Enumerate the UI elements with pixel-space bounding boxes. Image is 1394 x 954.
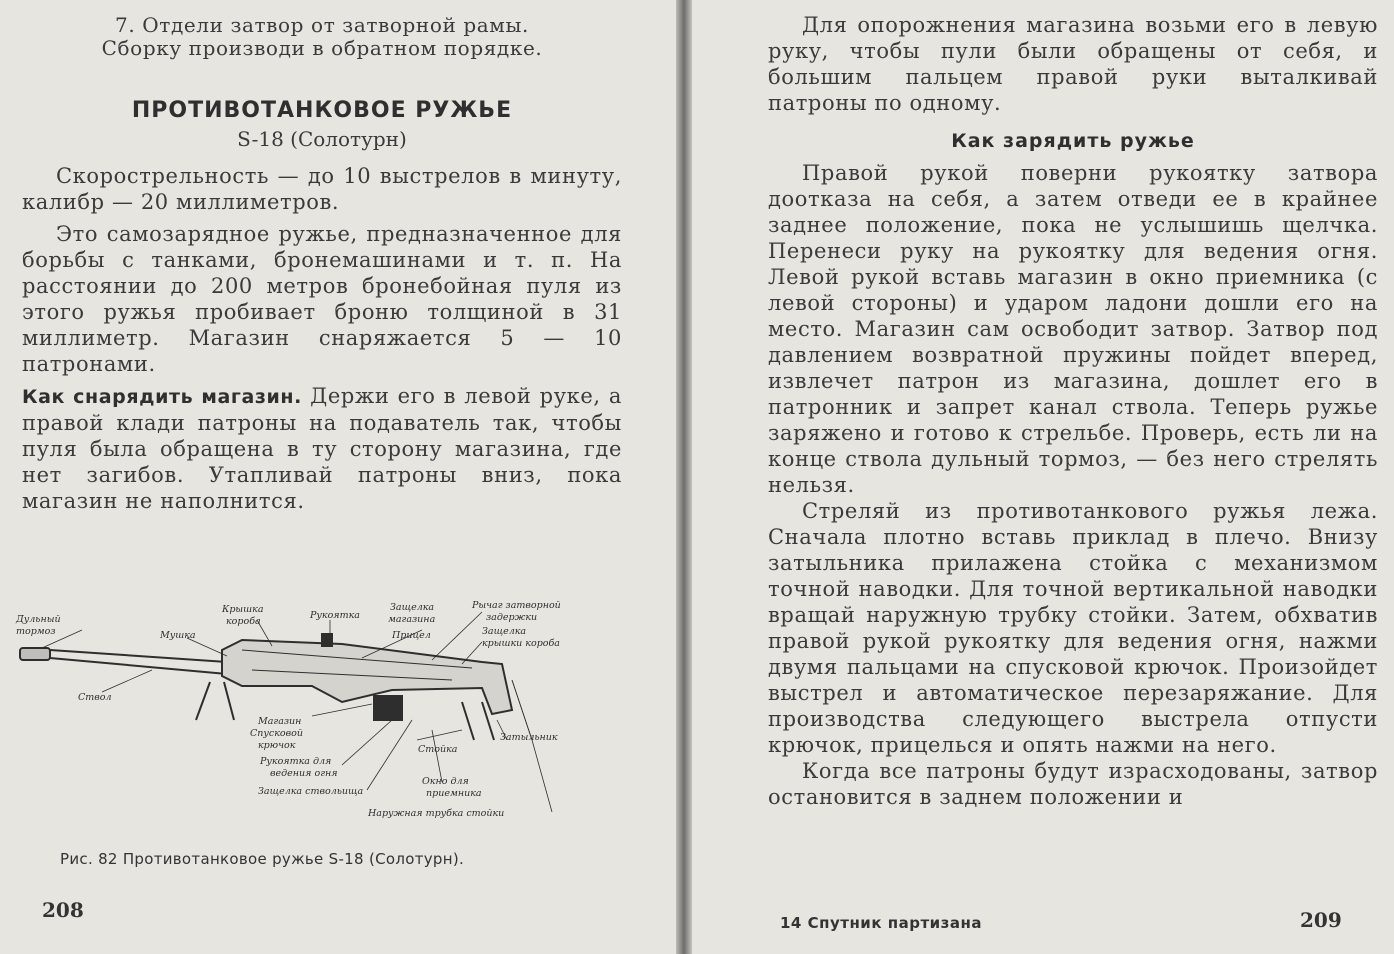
label-window: приемника <box>426 788 482 799</box>
label-muzzle-brake: Дульный <box>16 614 61 625</box>
handle-shape <box>322 634 332 646</box>
paragraph: Скорострельность — до 10 выстрелов в минуту, калибр — 20 миллиметров. <box>22 164 622 214</box>
paragraph: Когда все патроны будут израсходованы, затвор остановится в заднем положении и <box>768 759 1378 809</box>
label-window: Окно для <box>422 776 469 787</box>
label-cover-latch: крышки короба <box>482 638 560 649</box>
label-butt: Затыльник <box>500 732 558 743</box>
label-bolt-lever: задержки <box>486 612 538 623</box>
paragraph: Для опорожнения магазина возьми его в левую руку, чтобы пули были обращены от себя, и большим пальцем правой руки выталкивай патроны по одному. <box>768 13 1378 115</box>
label-trigger: крючок <box>258 740 296 751</box>
label-muzzle-brake: тормоз <box>16 626 56 637</box>
label-sight: Мушка <box>160 630 196 641</box>
label-cover: Крышка <box>222 604 264 615</box>
label-cover-latch: Защелка <box>482 626 527 637</box>
section-heading: ПРОТИВОТАНКОВОЕ РУЖЬЕ <box>131 98 513 123</box>
rifle-drawing <box>12 590 592 840</box>
book-gutter <box>676 0 692 954</box>
section-subheading: S-18 (Солотурн) <box>237 127 407 151</box>
paragraph: Правой рукой поверни рукоятку затвора доотказа на себя, а затем отведи ее в крайнее заднее положение, пока не услышишь щелчка. Перенеси руку на рукоятку для ведения огня. Левой рукой вставь магазин в окно приемника (с левой стороны) и ударом ладони дошли его на место. Магазин сам освободит затвор. Затвор под давлением возвратной пружины пойдет вперед, извлечет патрон из магазина, дошлет его в патронник и запрет канал ствола. Теперь ружье заряжено и готово к стрельбе. Проверь, есть ли на конце ствола дульный тормоз, — без него стрелять нельзя. <box>768 161 1378 497</box>
label-stock-latch: Защелка ствольища <box>258 786 364 797</box>
label-bolt-lever: Рычаг затворной <box>472 600 561 611</box>
magazine-shape <box>374 696 402 720</box>
label-grip: Рукоятка для <box>260 756 332 767</box>
right-page <box>692 0 1394 954</box>
top-line: 7. Отдели затвор от затворной рамы. <box>115 13 529 37</box>
paragraph <box>22 383 622 514</box>
label-outer-tube: Наружная трубка стойки <box>368 808 505 819</box>
label-support: Стойка <box>418 744 458 755</box>
label-rear-sight: Прицел <box>392 630 431 641</box>
rifle-diagram <box>12 590 592 840</box>
label-grip: ведения огня <box>270 768 338 779</box>
label-mag-latch: магазина <box>388 614 436 625</box>
label-mag-latch: Защелка <box>390 602 435 613</box>
section-heading: Как зарядить ружье <box>951 130 1195 152</box>
label-trigger: Спусковой <box>250 728 303 739</box>
figure-caption: Рис. 82 Противотанковое ружье S-18 (Солотурн). <box>60 850 465 868</box>
signature-mark: 14 Спутник партизана <box>780 914 982 932</box>
paragraph: Это самозарядное ружье, предназначенное для борьбы с танками, бронемашинами и т. п. На расстоянии до 200 метров бронебойная пуля из этого ружья пробивает броню толщиной в 31 миллиметр. Магазин снаряжается 5 — 10 патронами. <box>22 222 622 376</box>
receiver-shape <box>222 640 512 714</box>
label-handle: Рукоятка <box>310 610 360 621</box>
page-number-right: 209 <box>1300 908 1342 932</box>
runin-heading: Как снарядить магазин. <box>22 386 302 408</box>
paragraph: Стреляй из противотанкового ружья лежа. Сначала плотно вставь приклад в плечо. Внизу затыльника прилажена стойка с механизмом точной наводки. Для точной вертикальной наводки вращай наружную трубку стойки. Затем, обхватив правой рукой рукоятку для ведения огня, нажми двумя пальцами на спусковой крючок. Произойдет выстрел и автоматическое перезаряжание. Для производства следующего выстрела отпусти крючок, прицелься и опять нажми на него. <box>768 499 1378 757</box>
top-line: Сборку производи в обратном порядке. <box>101 36 543 60</box>
page-number-left: 208 <box>42 898 84 922</box>
paragraph-text: Держи его в левой руке, а правой клади патроны на подаватель так, чтобы пуля была обращена в ту сторону магазина, где нет загибов. Утапливай патроны вниз, пока магазин не наполнится. <box>22 384 622 513</box>
muzzle-brake-shape <box>20 648 50 660</box>
bipod-leg <box>196 682 210 720</box>
label-cover: короба <box>226 616 261 627</box>
label-magazine: Магазин <box>258 716 302 727</box>
label-barrel: Ствол <box>78 692 112 703</box>
bipod-leg <box>224 682 234 720</box>
